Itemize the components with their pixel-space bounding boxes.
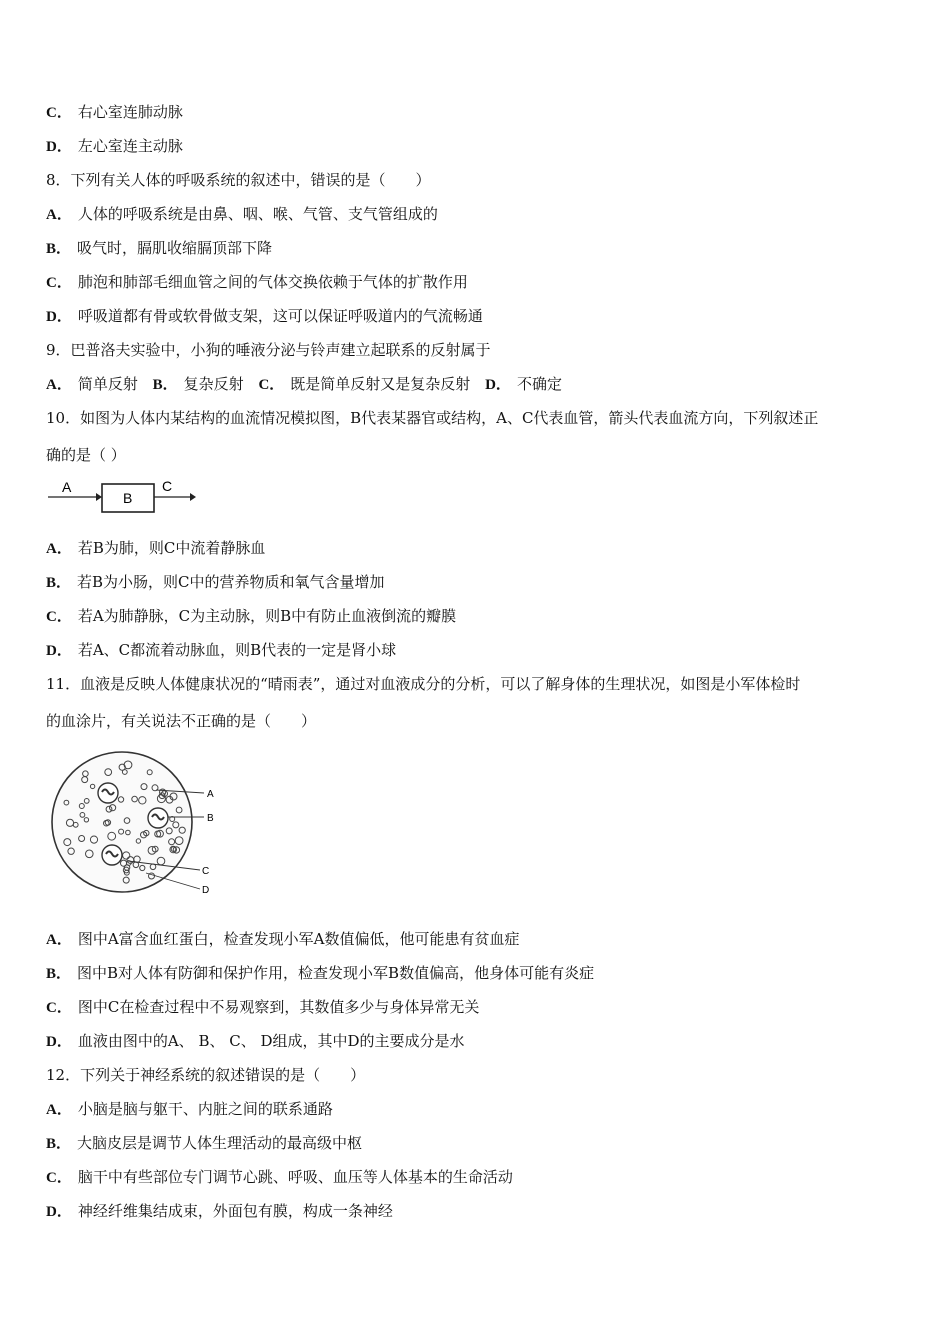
white-blood-cell	[102, 845, 122, 865]
option-label: B．	[46, 1136, 72, 1152]
q11-option-a	[46, 929, 520, 950]
q7-option-c	[46, 102, 183, 123]
q9-options	[46, 374, 562, 395]
option-label: D．	[485, 377, 511, 393]
q9-stem: 9．巴普洛夫实验中，小狗的唾液分泌与铃声建立起联系的反射属于	[46, 341, 491, 359]
option-text: 图中A富含血红蛋白，检查发现小军A数值偏低，他可能患有贫血症	[77, 930, 520, 948]
q12-option-d	[46, 1201, 393, 1222]
option-text: 复杂反射	[183, 375, 244, 393]
option-label: C．	[46, 105, 72, 121]
option-label: A．	[46, 207, 72, 223]
option-label: A．	[46, 932, 72, 948]
q10-option-a	[46, 538, 265, 559]
white-blood-cell	[148, 808, 168, 828]
option-label: D．	[46, 139, 72, 155]
option-text: 图中C在检查过程中不易观察到，其数值多少与身体异常无关	[77, 998, 480, 1016]
option-label: C．	[46, 1170, 72, 1186]
q10-stem-line1: 10．如图为人体内某结构的血流情况模拟图，B代表某器官或结构，A、C代表血管，箭头代表血流方向，下列叙述正	[46, 409, 819, 427]
label-c: C	[162, 478, 173, 494]
q10-stem-line2: 确的是（ ）	[46, 446, 126, 464]
option-text: 图中B对人体有防御和保护作用，检查发现小军B数值偏高，他身体可能有炎症	[77, 964, 595, 982]
option-label: D．	[46, 643, 72, 659]
option-text: 大脑皮层是调节人体生理活动的最高级中枢	[77, 1134, 363, 1152]
q12-option-c	[46, 1167, 513, 1188]
white-blood-cell	[98, 783, 118, 803]
label-d: D	[202, 885, 210, 896]
option-label: D．	[46, 1204, 72, 1220]
q11-option-d	[46, 1031, 465, 1052]
option-text: 若A、C都流着动脉血，则B代表的一定是肾小球	[77, 641, 397, 659]
option-text: 左心室连主动脉	[77, 137, 183, 155]
label-b: B	[207, 813, 214, 824]
option-label: B．	[152, 377, 178, 393]
q10-option-c	[46, 606, 456, 627]
option-label: B．	[46, 241, 72, 257]
option-text: 不确定	[516, 375, 562, 393]
option-text: 右心室连肺动脉	[77, 103, 183, 121]
option-text: 肺泡和肺部毛细血管之间的气体交换依赖于气体的扩散作用	[77, 273, 468, 291]
option-text: 血液由图中的A、 B、 C、 D组成，其中D的主要成分是水	[77, 1032, 465, 1050]
option-text: 脑干中有些部位专门调节心跳、呼吸、血压等人体基本的生命活动	[77, 1168, 513, 1186]
option-label: B．	[46, 575, 72, 591]
option-text: 神经纤维集结成束，外面包有膜，构成一条神经	[77, 1202, 393, 1220]
option-text: 呼吸道都有骨或软骨做支架，这可以保证呼吸道内的气流畅通	[77, 307, 483, 325]
q10-option-d	[46, 640, 396, 661]
option-label: C．	[258, 377, 285, 393]
option-text: 简单反射	[77, 375, 138, 393]
arrowhead-a	[96, 493, 102, 501]
option-label: A．	[46, 541, 72, 557]
q12-option-b	[46, 1133, 362, 1154]
option-label: A．	[46, 377, 72, 393]
option-text: 吸气时，膈肌收缩膈顶部下降	[77, 239, 273, 257]
q11-option-c	[46, 997, 479, 1018]
blood-flow-diagram	[44, 474, 204, 518]
option-text: 若A为肺静脉，C为主动脉，则B中有防止血液倒流的瓣膜	[77, 607, 457, 625]
option-label: C．	[46, 609, 72, 625]
label-a: A	[207, 789, 214, 800]
q10-option-b	[46, 572, 385, 593]
option-text: 若B为肺，则C中流着静脉血	[77, 539, 266, 557]
label-b: B	[123, 490, 133, 506]
option-text: 既是简单反射又是复杂反射	[290, 375, 471, 393]
option-label: D．	[46, 309, 72, 325]
q11-option-b	[46, 963, 594, 984]
label-a: A	[62, 479, 72, 495]
label-c: C	[202, 866, 210, 877]
option-label: D．	[46, 1034, 72, 1050]
q8-stem: 8．下列有关人体的呼吸系统的叙述中，错误的是（ ）	[46, 171, 431, 189]
option-label: C．	[46, 1000, 72, 1016]
option-label: B．	[46, 966, 72, 982]
option-text: 若B为小肠，则C中的营养物质和氧气含量增加	[77, 573, 385, 591]
q11-stem-line1: 11．血液是反映人体健康状况的“晴雨表”，通过对血液成分的分析，可以了解身体的生理状况，如图是小军体检时	[46, 675, 801, 693]
blood-smear-figure	[46, 745, 226, 897]
option-text: 小脑是脑与躯干、内脏之间的联系通路	[77, 1100, 333, 1118]
option-text: 人体的呼吸系统是由鼻、咽、喉、气管、支气管组成的	[77, 205, 438, 223]
q12-option-a	[46, 1099, 333, 1120]
q8-option-c	[46, 272, 468, 293]
q8-option-a	[46, 204, 438, 225]
q7-option-d	[46, 136, 183, 157]
q12-stem: 12．下列关于神经系统的叙述错误的是（ ）	[46, 1066, 366, 1084]
option-label: C．	[46, 275, 72, 291]
q8-option-b	[46, 238, 272, 259]
arrowhead-c	[190, 493, 196, 501]
option-label: A．	[46, 1102, 72, 1118]
q11-stem-line2: 的血涂片，有关说法不正确的是（ ）	[46, 712, 317, 730]
q8-option-d	[46, 306, 483, 327]
